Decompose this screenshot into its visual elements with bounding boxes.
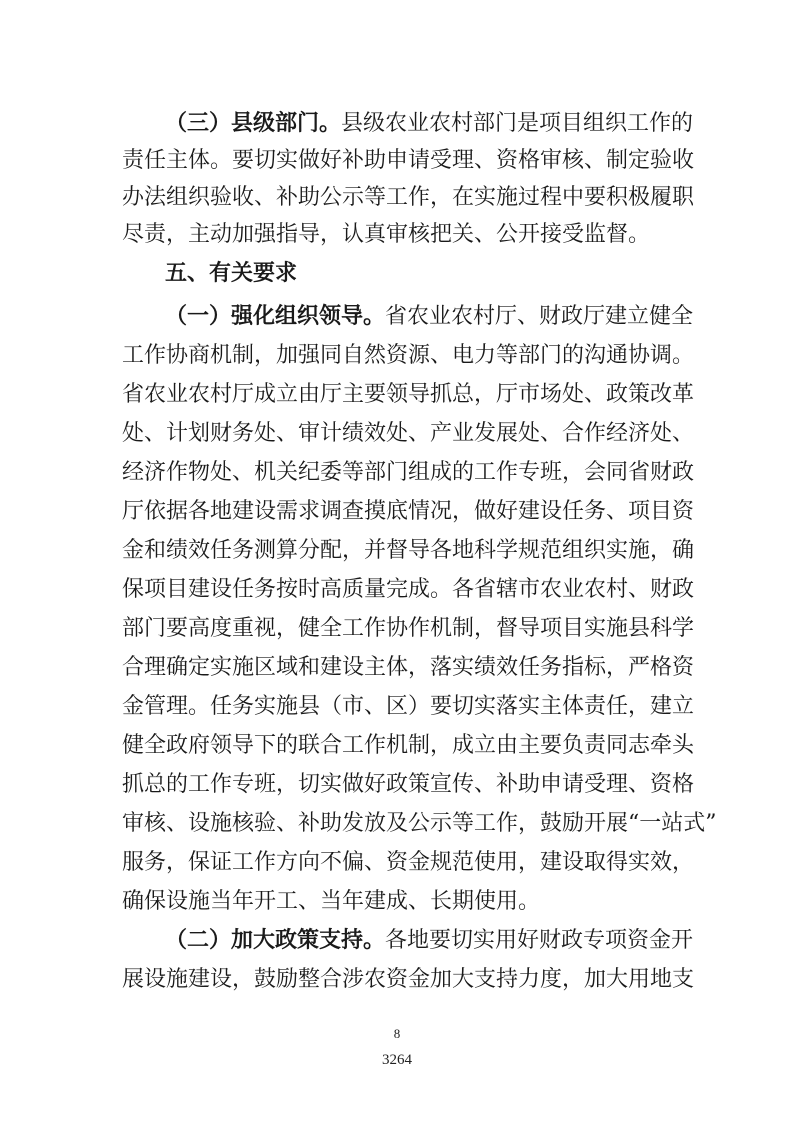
paragraph-line: 处、计划财务处、审计绩效处、产业发展处、合作经济处、 [122,421,695,446]
paragraph-line: 办法组织验收、补助公示等工作，在实施过程中要积极履职 [122,185,695,210]
paragraph-line [122,108,694,140]
paragraph-line: 保项目建设任务按时高质量完成。各省辖市农业农村、财政 [122,577,695,602]
paragraph-line: 服务，保证工作方向不偏、资金规范使用，建设取得实效， [122,850,695,875]
paragraph-line: 抓总的工作专班，切实做好政策宣传、补助申请受理、资格 [122,772,695,797]
section-heading: 五、有关要求 [165,261,298,286]
paragraph-line: 责任主体。要切实做好补助申请受理、资格审核、制定验收 [122,148,695,173]
paragraph-line: 尽责，主动加强指导，认真审核把关、公开接受监督。 [122,222,651,247]
paragraph-line: 省农业农村厅成立由厅主要领导抓总，厅市场处、政策改革 [122,382,695,407]
paragraph-line: 厅依据各地建设需求调查摸底情况，做好建设任务、项目资 [122,499,695,524]
paragraph-lead: （一）强化组织领导。 [165,304,386,329]
paragraph-line [122,925,694,957]
paragraph-line: 健全政府领导下的联合工作机制，成立由主要负责同志牵头 [122,733,695,758]
page-number: 8 [393,1026,401,1041]
paragraph-line: 审核、设施核验、补助发放及公示等工作，鼓励开展“一站式” [122,811,717,836]
paragraph-lead: （二）加大政策支持。 [165,928,386,953]
document-number: 3264 [382,1052,412,1068]
paragraph-line: 经济作物处、机关纪委等部门组成的工作专班，会同省财政 [122,460,695,485]
paragraph-text: 各地要切实用好财政专项资金开 [385,928,694,953]
paragraph-line: 金管理。任务实施县（市、区）要切实落实主体责任，建立 [122,694,695,719]
paragraph-line: 工作协商机制，加强同自然资源、电力等部门的沟通协调。 [122,343,695,368]
paragraph-line: 确保设施当年开工、当年建成、长期使用。 [122,889,541,914]
paragraph-line [122,301,694,333]
paragraph-line: 合理确定实施区域和建设主体，落实绩效任务指标，严格资 [122,655,695,680]
paragraph-lead: （三）县级部门。 [165,111,342,136]
paragraph-text: 省农业农村厅、财政厅建立健全 [385,304,694,329]
paragraph-line: 展设施建设，鼓励整合涉农资金加大支持力度，加大用地支 [122,967,695,992]
paragraph-line: 金和绩效任务测算分配，并督导各地科学规范组织实施，确 [122,538,695,563]
paragraph-text: 县级农业农村部门是项目组织工作的 [341,111,694,136]
paragraph-line: 部门要高度重视，健全工作协作机制，督导项目实施县科学 [122,616,695,641]
